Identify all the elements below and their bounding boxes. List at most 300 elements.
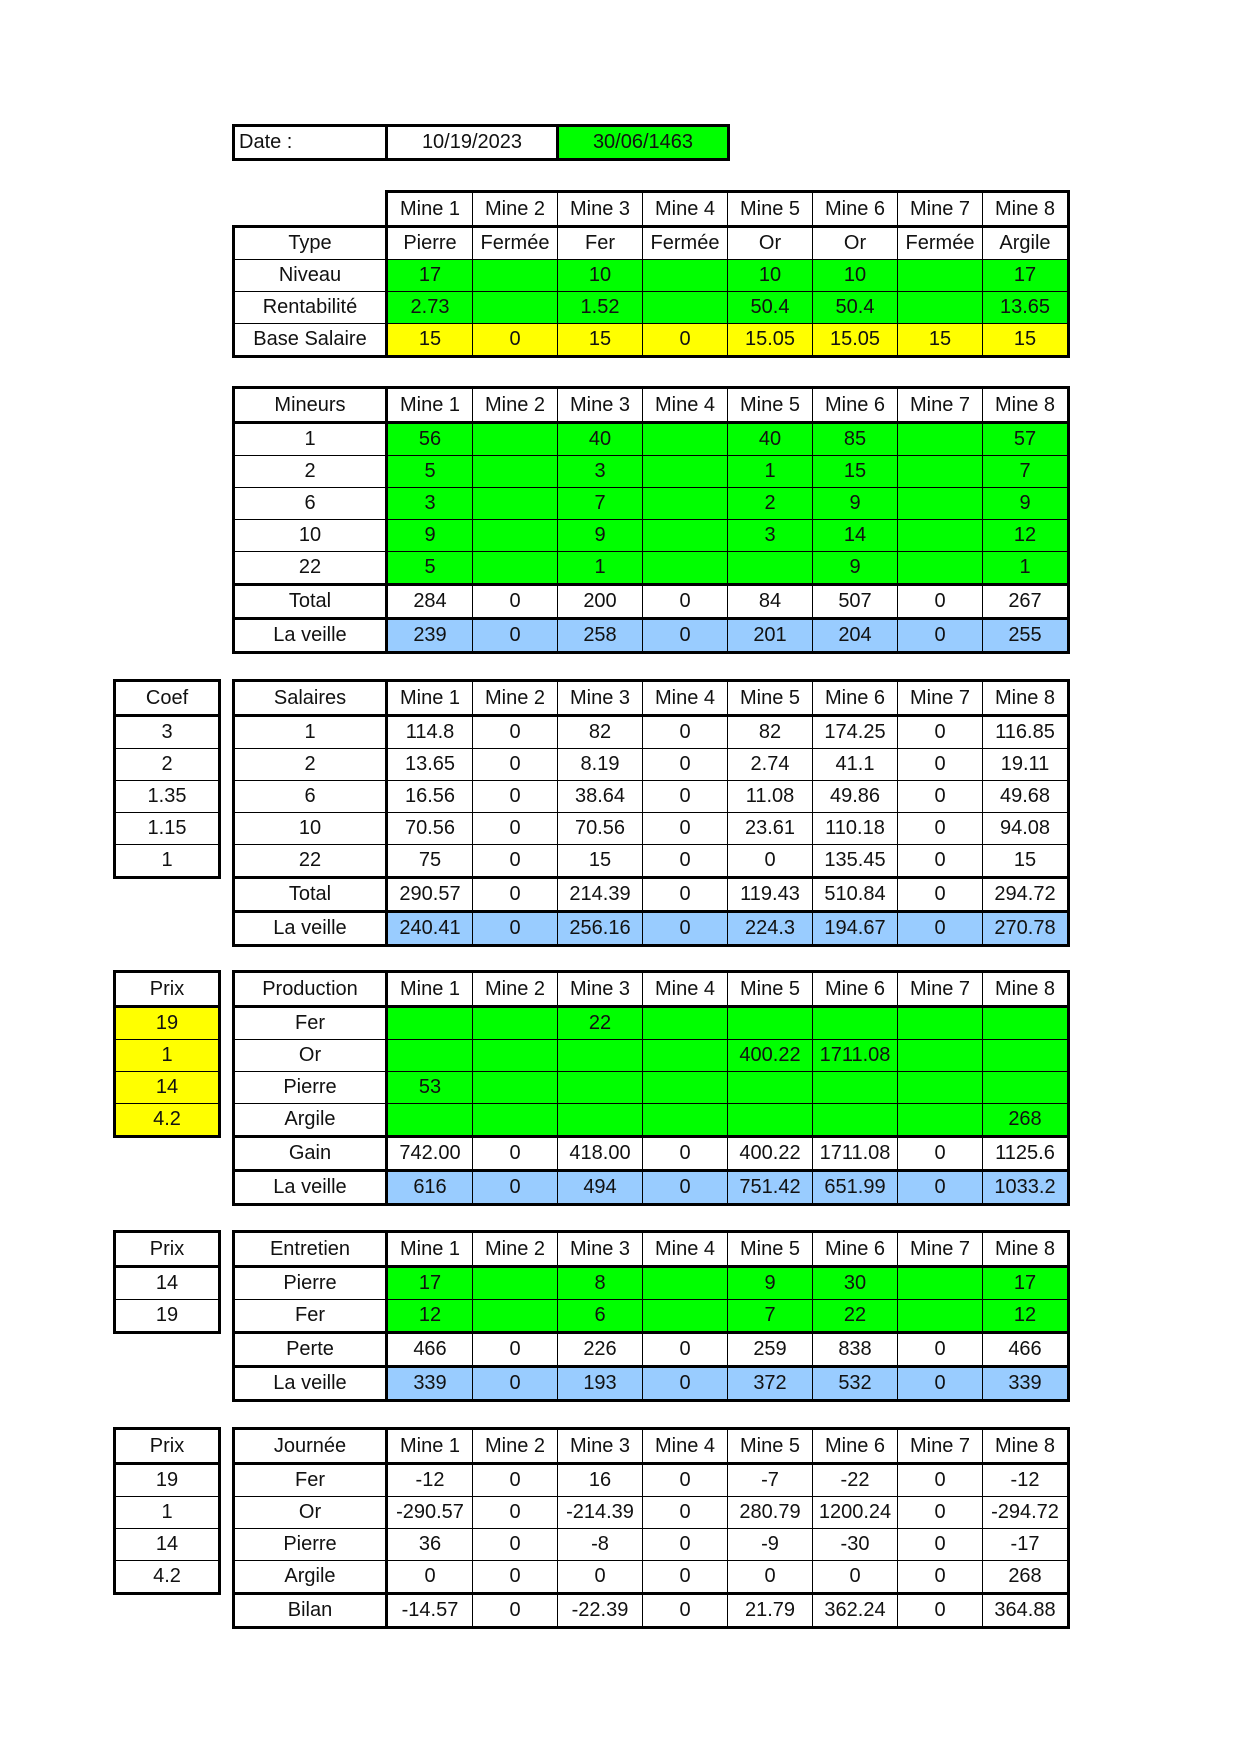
journee-row-2-mine-2[interactable]: 0	[473, 1529, 558, 1561]
entretien-total-row-mine-4[interactable]: 0	[643, 1333, 728, 1367]
salaires-row-3-mine-1[interactable]: 70.56	[387, 813, 473, 845]
entretien-row-0-mine-2[interactable]	[473, 1267, 558, 1300]
production-row-2-mine-5[interactable]	[728, 1072, 813, 1104]
journee-row-0-mine-8[interactable]: -12	[983, 1464, 1069, 1497]
entretien-row-0-mine-5[interactable]: 9	[728, 1267, 813, 1300]
entretien-row-1-mine-5[interactable]: 7	[728, 1300, 813, 1333]
salaires-row-3-mine-7[interactable]: 0	[898, 813, 983, 845]
mineurs-row-0-mine-5[interactable]: 40	[728, 423, 813, 456]
mineurs-row-0-mine-4[interactable]	[643, 423, 728, 456]
mineurs-row-1-mine-4[interactable]	[643, 456, 728, 488]
production-veille-row-mine-8[interactable]: 1033.2	[983, 1171, 1069, 1205]
salaires-row-4-mine-3[interactable]: 15	[558, 845, 643, 878]
mineurs-row-0-mine-7[interactable]	[898, 423, 983, 456]
salaires-row-0-mine-3[interactable]: 82	[558, 716, 643, 749]
salaires-row-2-mine-1[interactable]: 16.56	[387, 781, 473, 813]
production-row-1-mine-1[interactable]	[387, 1040, 473, 1072]
salaires-row-1-mine-8[interactable]: 19.11	[983, 749, 1069, 781]
salaires-total-row-mine-3[interactable]: 214.39	[558, 878, 643, 912]
production-row-0	[234, 1007, 1069, 1040]
salaires-row-4-mine-4[interactable]: 0	[643, 845, 728, 878]
production-veille-row-mine-7[interactable]: 0	[898, 1171, 983, 1205]
mineurs-row-4-mine-1[interactable]: 5	[387, 552, 473, 585]
salaires-row-0-mine-6[interactable]: 174.25	[813, 716, 898, 749]
journee-row-0-mine-2[interactable]: 0	[473, 1464, 558, 1497]
production-row-1-mine-7[interactable]	[898, 1040, 983, 1072]
salaires-side-value-2[interactable]: 1.35	[115, 781, 220, 813]
mineurs-row-3-mine-7[interactable]	[898, 520, 983, 552]
salaires-row-1-mine-3[interactable]: 8.19	[558, 749, 643, 781]
entretien-row-0-mine-4[interactable]	[643, 1267, 728, 1300]
game-date-value[interactable]: 30/06/1463	[558, 126, 729, 160]
production-row-1-mine-3[interactable]	[558, 1040, 643, 1072]
mineurs-veille-row-mine-5[interactable]: 201	[728, 619, 813, 653]
journee-row-1-mine-5[interactable]: 280.79	[728, 1497, 813, 1529]
production-row-1-mine-6[interactable]: 1711.08	[813, 1040, 898, 1072]
salaires-total-row-mine-4[interactable]: 0	[643, 878, 728, 912]
column-header-mine-2: Mine 2	[473, 681, 558, 716]
salaires-veille-row-mine-3[interactable]: 256.16	[558, 912, 643, 946]
mineurs-veille-row-mine-1[interactable]: 239	[387, 619, 473, 653]
journee-side-value-0[interactable]: 19	[115, 1464, 220, 1497]
entretien-row-0-mine-7[interactable]	[898, 1267, 983, 1300]
production-total-row-mine-8[interactable]: 1125.6	[983, 1137, 1069, 1171]
production-row-3-mine-6[interactable]	[813, 1104, 898, 1137]
entretien-row-1-mine-7[interactable]	[898, 1300, 983, 1333]
production-row-0-mine-4[interactable]	[643, 1007, 728, 1040]
info-row-0-mine-6[interactable]: Or	[813, 227, 898, 260]
production-row-3-mine-4[interactable]	[643, 1104, 728, 1137]
journee-row-2-mine-4[interactable]: 0	[643, 1529, 728, 1561]
mineurs-total-row-mine-4[interactable]: 0	[643, 585, 728, 619]
mineurs-veille-row-mine-3[interactable]: 258	[558, 619, 643, 653]
journee-row-0-mine-6[interactable]: -22	[813, 1464, 898, 1497]
mineurs-row-2-mine-1[interactable]: 3	[387, 488, 473, 520]
info-row-3-mine-5[interactable]: 15.05	[728, 324, 813, 357]
salaires-row-0-mine-1[interactable]: 114.8	[387, 716, 473, 749]
salaires-row-2-mine-7[interactable]: 0	[898, 781, 983, 813]
mineurs-row-3-mine-5[interactable]: 3	[728, 520, 813, 552]
info-row-3-mine-3[interactable]: 15	[558, 324, 643, 357]
info-row-1-mine-6[interactable]: 10	[813, 260, 898, 292]
production-row-0-mine-8[interactable]	[983, 1007, 1069, 1040]
journee-row-2-mine-7[interactable]: 0	[898, 1529, 983, 1561]
mineurs-row-3-mine-4[interactable]	[643, 520, 728, 552]
production-row-3-mine-7[interactable]	[898, 1104, 983, 1137]
mineurs-row-3-mine-3[interactable]: 9	[558, 520, 643, 552]
salaires-veille-row-mine-4[interactable]: 0	[643, 912, 728, 946]
production-row-0-mine-5[interactable]	[728, 1007, 813, 1040]
production-row-2-mine-8[interactable]	[983, 1072, 1069, 1104]
info-row-0-mine-4[interactable]: Fermée	[643, 227, 728, 260]
mineurs-total-row-mine-3[interactable]: 200	[558, 585, 643, 619]
salaires-row-1-mine-2[interactable]: 0	[473, 749, 558, 781]
production-row-3-mine-3[interactable]	[558, 1104, 643, 1137]
salaires-row-3-mine-5[interactable]: 23.61	[728, 813, 813, 845]
mineurs-row-4-mine-8[interactable]: 1	[983, 552, 1069, 585]
mineurs-row-0-mine-8[interactable]: 57	[983, 423, 1069, 456]
salaires-veille-row-mine-7[interactable]: 0	[898, 912, 983, 946]
column-header-mine-7: Mine 7	[898, 192, 983, 227]
entretien-row-1-mine-3[interactable]: 6	[558, 1300, 643, 1333]
salaires-side-value-1[interactable]: 2	[115, 749, 220, 781]
entretien-row-1-mine-1[interactable]: 12	[387, 1300, 473, 1333]
info-row-2-mine-1[interactable]: 2.73	[387, 292, 473, 324]
mineurs-row-2-mine-3[interactable]: 7	[558, 488, 643, 520]
production-row-1-mine-4[interactable]	[643, 1040, 728, 1072]
production-total-row-mine-6[interactable]: 1711.08	[813, 1137, 898, 1171]
salaires-row-4-mine-5[interactable]: 0	[728, 845, 813, 878]
info-row-2-label: Rentabilité	[234, 292, 387, 324]
production-total-row-mine-2[interactable]: 0	[473, 1137, 558, 1171]
mineurs-total-row-mine-6[interactable]: 507	[813, 585, 898, 619]
entretien-total-row-label: Perte	[234, 1333, 387, 1367]
info-row-0-mine-1[interactable]: Pierre	[387, 227, 473, 260]
mineurs-row-2-mine-6[interactable]: 9	[813, 488, 898, 520]
mineurs-row-0-mine-3[interactable]: 40	[558, 423, 643, 456]
entretien-veille-row-mine-7[interactable]: 0	[898, 1367, 983, 1401]
salaires-table	[232, 679, 1070, 947]
mineurs-veille-row-mine-8[interactable]: 255	[983, 619, 1069, 653]
mineurs-row-4-mine-6[interactable]: 9	[813, 552, 898, 585]
entretien-side-value-0[interactable]: 14	[115, 1267, 220, 1300]
info-row-1-mine-1[interactable]: 17	[387, 260, 473, 292]
entretien-row-0-mine-1[interactable]: 17	[387, 1267, 473, 1300]
salaires-row-3-mine-3[interactable]: 70.56	[558, 813, 643, 845]
production-total-row-mine-3[interactable]: 418.00	[558, 1137, 643, 1171]
salaires-row-4-mine-8[interactable]: 15	[983, 845, 1069, 878]
production-veille-row-mine-2[interactable]: 0	[473, 1171, 558, 1205]
mineurs-row-1-mine-2[interactable]	[473, 456, 558, 488]
mineurs-veille-row-mine-6[interactable]: 204	[813, 619, 898, 653]
entretien-row-0-label: Pierre	[234, 1267, 387, 1300]
journee-row-2-mine-6[interactable]: -30	[813, 1529, 898, 1561]
journee-side-value-1[interactable]: 1	[115, 1497, 220, 1529]
info-row-2-mine-4[interactable]	[643, 292, 728, 324]
production-row-0-mine-7[interactable]	[898, 1007, 983, 1040]
journee-row-1-mine-3[interactable]: -214.39	[558, 1497, 643, 1529]
info-row-0-mine-3[interactable]: Fer	[558, 227, 643, 260]
info-row-2-mine-3[interactable]: 1.52	[558, 292, 643, 324]
info-row-2-mine-7[interactable]	[898, 292, 983, 324]
mineurs-total-row-mine-2[interactable]: 0	[473, 585, 558, 619]
mineurs-row-4-mine-3[interactable]: 1	[558, 552, 643, 585]
info-row-3-mine-6[interactable]: 15.05	[813, 324, 898, 357]
journee-total-row-mine-1[interactable]: -14.57	[387, 1594, 473, 1628]
info-row-2-mine-8[interactable]: 13.65	[983, 292, 1069, 324]
info-row-2-mine-2[interactable]	[473, 292, 558, 324]
production-side-value-0[interactable]: 19	[115, 1007, 220, 1040]
entretien-row-0-mine-8[interactable]: 17	[983, 1267, 1069, 1300]
journee-row-1-mine-8[interactable]: -294.72	[983, 1497, 1069, 1529]
column-header-mine-7: Mine 7	[898, 1429, 983, 1464]
mineurs-row-1-mine-1[interactable]: 5	[387, 456, 473, 488]
journee-row-3-mine-4[interactable]: 0	[643, 1561, 728, 1594]
salaires-row-3-mine-8[interactable]: 94.08	[983, 813, 1069, 845]
production-row-0-mine-6[interactable]	[813, 1007, 898, 1040]
entretien-total-row-mine-1[interactable]: 466	[387, 1333, 473, 1367]
info-row-1-mine-2[interactable]	[473, 260, 558, 292]
mineurs-row-2-mine-2[interactable]	[473, 488, 558, 520]
mineurs-total-row-mine-1[interactable]: 284	[387, 585, 473, 619]
production-total-row-mine-5[interactable]: 400.22	[728, 1137, 813, 1171]
mineurs-row-0-mine-6[interactable]: 85	[813, 423, 898, 456]
mineurs-row-1-mine-8[interactable]: 7	[983, 456, 1069, 488]
production-total-row-mine-4[interactable]: 0	[643, 1137, 728, 1171]
info-row-1-mine-4[interactable]	[643, 260, 728, 292]
entretien-row-0-mine-6[interactable]: 30	[813, 1267, 898, 1300]
entretien-row-1-mine-8[interactable]: 12	[983, 1300, 1069, 1333]
journee-row-2-mine-8[interactable]: -17	[983, 1529, 1069, 1561]
info-row-2-mine-5[interactable]: 50.4	[728, 292, 813, 324]
mineurs-row-4-mine-5[interactable]	[728, 552, 813, 585]
salaires-row-2-mine-5[interactable]: 11.08	[728, 781, 813, 813]
entretien-total-row-mine-7[interactable]: 0	[898, 1333, 983, 1367]
salaires-veille-row-mine-5[interactable]: 224.3	[728, 912, 813, 946]
info-header-blank	[234, 192, 387, 227]
journee-side-value-3[interactable]: 4.2	[115, 1561, 220, 1594]
production-row-1-mine-5[interactable]: 400.22	[728, 1040, 813, 1072]
info-row-1-mine-8[interactable]: 17	[983, 260, 1069, 292]
salaires-row-3-mine-6[interactable]: 110.18	[813, 813, 898, 845]
journee-row-0-mine-3[interactable]: 16	[558, 1464, 643, 1497]
journee-row-3-mine-8[interactable]: 268	[983, 1561, 1069, 1594]
journee-row-3-mine-7[interactable]: 0	[898, 1561, 983, 1594]
entretien-total-row-mine-2[interactable]: 0	[473, 1333, 558, 1367]
journee-total-row-mine-8[interactable]: 364.88	[983, 1594, 1069, 1628]
entretien-row-1	[234, 1300, 1069, 1333]
entretien-row-1-mine-6[interactable]: 22	[813, 1300, 898, 1333]
entretien-veille-row-mine-3[interactable]: 193	[558, 1367, 643, 1401]
mineurs-veille-row-mine-7[interactable]: 0	[898, 619, 983, 653]
mineurs-total-row-mine-5[interactable]: 84	[728, 585, 813, 619]
date-label: Date :	[234, 126, 387, 160]
mineurs-row-2-mine-7[interactable]	[898, 488, 983, 520]
production-row-2-mine-3[interactable]	[558, 1072, 643, 1104]
info-row-0-mine-2[interactable]: Fermée	[473, 227, 558, 260]
salaires-row-2-mine-2[interactable]: 0	[473, 781, 558, 813]
mineurs-row-1-mine-5[interactable]: 1	[728, 456, 813, 488]
journee-row-2-mine-5[interactable]: -9	[728, 1529, 813, 1561]
salaires-total-row-mine-5[interactable]: 119.43	[728, 878, 813, 912]
salaires-row-0-mine-5[interactable]: 82	[728, 716, 813, 749]
salaires-row-4-mine-7[interactable]: 0	[898, 845, 983, 878]
salaires-row-2	[234, 781, 1069, 813]
production-row-2-mine-6[interactable]	[813, 1072, 898, 1104]
info-row-1-mine-7[interactable]	[898, 260, 983, 292]
mineurs-row-1-mine-7[interactable]	[898, 456, 983, 488]
info-row-3-mine-1[interactable]: 15	[387, 324, 473, 357]
journee-side-table	[113, 1427, 221, 1595]
journee-row-3-mine-5[interactable]: 0	[728, 1561, 813, 1594]
info-row-1-mine-5[interactable]: 10	[728, 260, 813, 292]
journee-row-0-mine-7[interactable]: 0	[898, 1464, 983, 1497]
mineurs-row-4-mine-2[interactable]	[473, 552, 558, 585]
mineurs-row-2-mine-8[interactable]: 9	[983, 488, 1069, 520]
journee-row-3-mine-2[interactable]: 0	[473, 1561, 558, 1594]
salaires-total-row-mine-7[interactable]: 0	[898, 878, 983, 912]
entretien-row-1-mine-2[interactable]	[473, 1300, 558, 1333]
journee-total-row-mine-5[interactable]: 21.79	[728, 1594, 813, 1628]
salaires-row-1-mine-4[interactable]: 0	[643, 749, 728, 781]
mineurs-row-0-mine-2[interactable]	[473, 423, 558, 456]
salaires-row-2-mine-6[interactable]: 49.86	[813, 781, 898, 813]
production-row-1-mine-2[interactable]	[473, 1040, 558, 1072]
mineurs-row-3-mine-6[interactable]: 14	[813, 520, 898, 552]
salaires-veille-row-mine-8[interactable]: 270.78	[983, 912, 1069, 946]
mineurs-total-row-mine-7[interactable]: 0	[898, 585, 983, 619]
journee-row-0-mine-1[interactable]: -12	[387, 1464, 473, 1497]
production-row-3-mine-1[interactable]	[387, 1104, 473, 1137]
entretien-veille-row-mine-8[interactable]: 339	[983, 1367, 1069, 1401]
salaires-side-value-0[interactable]: 3	[115, 716, 220, 749]
production-row-3-mine-5[interactable]	[728, 1104, 813, 1137]
entretien-total-row-mine-5[interactable]: 259	[728, 1333, 813, 1367]
entretien-veille-row-mine-1[interactable]: 339	[387, 1367, 473, 1401]
mineurs-row-4-mine-7[interactable]	[898, 552, 983, 585]
column-header-mine-8: Mine 8	[983, 972, 1069, 1007]
journee-row-1-mine-4[interactable]: 0	[643, 1497, 728, 1529]
production-row-0-mine-2[interactable]	[473, 1007, 558, 1040]
salaires-veille-row-mine-6[interactable]: 194.67	[813, 912, 898, 946]
salaires-row-0-mine-7[interactable]: 0	[898, 716, 983, 749]
entretien-veille-row-mine-5[interactable]: 372	[728, 1367, 813, 1401]
salaires-row-4-mine-6[interactable]: 135.45	[813, 845, 898, 878]
info-row-1-mine-3[interactable]: 10	[558, 260, 643, 292]
production-row-0-mine-3[interactable]: 22	[558, 1007, 643, 1040]
entretien-veille-row-mine-2[interactable]: 0	[473, 1367, 558, 1401]
mineurs-veille-row-mine-4[interactable]: 0	[643, 619, 728, 653]
mineurs-row-1-mine-6[interactable]: 15	[813, 456, 898, 488]
journee-row-2-mine-3[interactable]: -8	[558, 1529, 643, 1561]
production-row-2-mine-7[interactable]	[898, 1072, 983, 1104]
production-side-value-2[interactable]: 14	[115, 1072, 220, 1104]
salaires-row-1-mine-5[interactable]: 2.74	[728, 749, 813, 781]
mineurs-total-row-mine-8[interactable]: 267	[983, 585, 1069, 619]
column-header-mine-4: Mine 4	[643, 681, 728, 716]
mineurs-row-3-mine-8[interactable]: 12	[983, 520, 1069, 552]
journee-row-2-mine-1[interactable]: 36	[387, 1529, 473, 1561]
production-row-2-mine-1[interactable]: 53	[387, 1072, 473, 1104]
journee-total-row-mine-7[interactable]: 0	[898, 1594, 983, 1628]
journee-row-1-mine-2[interactable]: 0	[473, 1497, 558, 1529]
info-row-3-mine-2[interactable]: 0	[473, 324, 558, 357]
production-veille-row-mine-3[interactable]: 494	[558, 1171, 643, 1205]
mineurs-row-4-mine-4[interactable]	[643, 552, 728, 585]
column-header-mine-3: Mine 3	[558, 1232, 643, 1267]
mineurs-row-1-mine-3[interactable]: 3	[558, 456, 643, 488]
salaires-side-value-4[interactable]: 1	[115, 845, 220, 878]
entretien-row-0-mine-3[interactable]: 8	[558, 1267, 643, 1300]
production-row-3-label: Argile	[234, 1104, 387, 1137]
salaires-total-row-mine-8[interactable]: 294.72	[983, 878, 1069, 912]
journee-row-1-mine-7[interactable]: 0	[898, 1497, 983, 1529]
salaires-row-3-mine-2[interactable]: 0	[473, 813, 558, 845]
column-header-mine-1: Mine 1	[387, 388, 473, 423]
salaires-row-4-mine-2[interactable]: 0	[473, 845, 558, 878]
mineurs-veille-row-mine-2[interactable]: 0	[473, 619, 558, 653]
salaires-total-row-mine-2[interactable]: 0	[473, 878, 558, 912]
journee-row-1-mine-1[interactable]: -290.57	[387, 1497, 473, 1529]
salaires-total-row-mine-6[interactable]: 510.84	[813, 878, 898, 912]
info-row-3-mine-8[interactable]: 15	[983, 324, 1069, 357]
mineurs-row-3-mine-1[interactable]: 9	[387, 520, 473, 552]
salaires-row-2-mine-3[interactable]: 38.64	[558, 781, 643, 813]
production-veille-row-mine-6[interactable]: 651.99	[813, 1171, 898, 1205]
production-total-row-mine-1[interactable]: 742.00	[387, 1137, 473, 1171]
salaires-row-2-mine-4[interactable]: 0	[643, 781, 728, 813]
production-total-row-mine-7[interactable]: 0	[898, 1137, 983, 1171]
info-row-2-mine-6[interactable]: 50.4	[813, 292, 898, 324]
salaires-side-value-3[interactable]: 1.15	[115, 813, 220, 845]
mineurs-row-4-label: 22	[234, 552, 387, 585]
journee-row-1-mine-6[interactable]: 1200.24	[813, 1497, 898, 1529]
production-veille-row-mine-1[interactable]: 616	[387, 1171, 473, 1205]
info-row-3-mine-4[interactable]: 0	[643, 324, 728, 357]
production-row-1-mine-8[interactable]	[983, 1040, 1069, 1072]
journee-total-row-mine-4[interactable]: 0	[643, 1594, 728, 1628]
journee-row-0-mine-5[interactable]: -7	[728, 1464, 813, 1497]
production-veille-row-mine-4[interactable]: 0	[643, 1171, 728, 1205]
production-row-3-mine-8[interactable]: 268	[983, 1104, 1069, 1137]
date-value[interactable]: 10/19/2023	[387, 126, 558, 160]
journee-row-3-mine-6[interactable]: 0	[813, 1561, 898, 1594]
entretien-total-row-mine-3[interactable]: 226	[558, 1333, 643, 1367]
salaires-row-0-mine-8[interactable]: 116.85	[983, 716, 1069, 749]
info-row-0-mine-8[interactable]: Argile	[983, 227, 1069, 260]
info-row-0-mine-5[interactable]: Or	[728, 227, 813, 260]
salaires-row-1-mine-1[interactable]: 13.65	[387, 749, 473, 781]
production-row-0-mine-1[interactable]	[387, 1007, 473, 1040]
production-side-value-1[interactable]: 1	[115, 1040, 220, 1072]
mineurs-row-2-mine-5[interactable]: 2	[728, 488, 813, 520]
entretien-veille-row-mine-4[interactable]: 0	[643, 1367, 728, 1401]
info-row-0-mine-7[interactable]: Fermée	[898, 227, 983, 260]
salaires-veille-row-mine-2[interactable]: 0	[473, 912, 558, 946]
entretien-row-1-mine-4[interactable]	[643, 1300, 728, 1333]
salaires-row-0-mine-4[interactable]: 0	[643, 716, 728, 749]
production-veille-row-mine-5[interactable]: 751.42	[728, 1171, 813, 1205]
salaires-veille-row-mine-1[interactable]: 240.41	[387, 912, 473, 946]
salaires-total-row-mine-1[interactable]: 290.57	[387, 878, 473, 912]
production-row-3-mine-2[interactable]	[473, 1104, 558, 1137]
entretien-total-row-mine-8[interactable]: 466	[983, 1333, 1069, 1367]
salaires-row-1-mine-6[interactable]: 41.1	[813, 749, 898, 781]
journee-row-3-mine-1[interactable]: 0	[387, 1561, 473, 1594]
mineurs-row-0-mine-1[interactable]: 56	[387, 423, 473, 456]
entretien-total-row-mine-6[interactable]: 838	[813, 1333, 898, 1367]
journee-side-value-2[interactable]: 14	[115, 1529, 220, 1561]
salaires-row-2-mine-8[interactable]: 49.68	[983, 781, 1069, 813]
production-row-2-mine-2[interactable]	[473, 1072, 558, 1104]
journee-total-row-mine-6[interactable]: 362.24	[813, 1594, 898, 1628]
journee-row-0-mine-4[interactable]: 0	[643, 1464, 728, 1497]
salaires-row-0-mine-2[interactable]: 0	[473, 716, 558, 749]
production-side-value-3[interactable]: 4.2	[115, 1104, 220, 1137]
mineurs-row-2-mine-4[interactable]	[643, 488, 728, 520]
entretien-veille-row-mine-6[interactable]: 532	[813, 1367, 898, 1401]
info-row-3-mine-7[interactable]: 15	[898, 324, 983, 357]
salaires-row-4-mine-1[interactable]: 75	[387, 845, 473, 878]
production-row-2-mine-4[interactable]	[643, 1072, 728, 1104]
salaires-row-3-mine-4[interactable]: 0	[643, 813, 728, 845]
salaires-row-1-mine-7[interactable]: 0	[898, 749, 983, 781]
journee-row-3-mine-3[interactable]: 0	[558, 1561, 643, 1594]
journee-total-row-mine-3[interactable]: -22.39	[558, 1594, 643, 1628]
journee-total-row-mine-2[interactable]: 0	[473, 1594, 558, 1628]
mineurs-row-3-mine-2[interactable]	[473, 520, 558, 552]
entretien-side-value-1[interactable]: 19	[115, 1300, 220, 1333]
